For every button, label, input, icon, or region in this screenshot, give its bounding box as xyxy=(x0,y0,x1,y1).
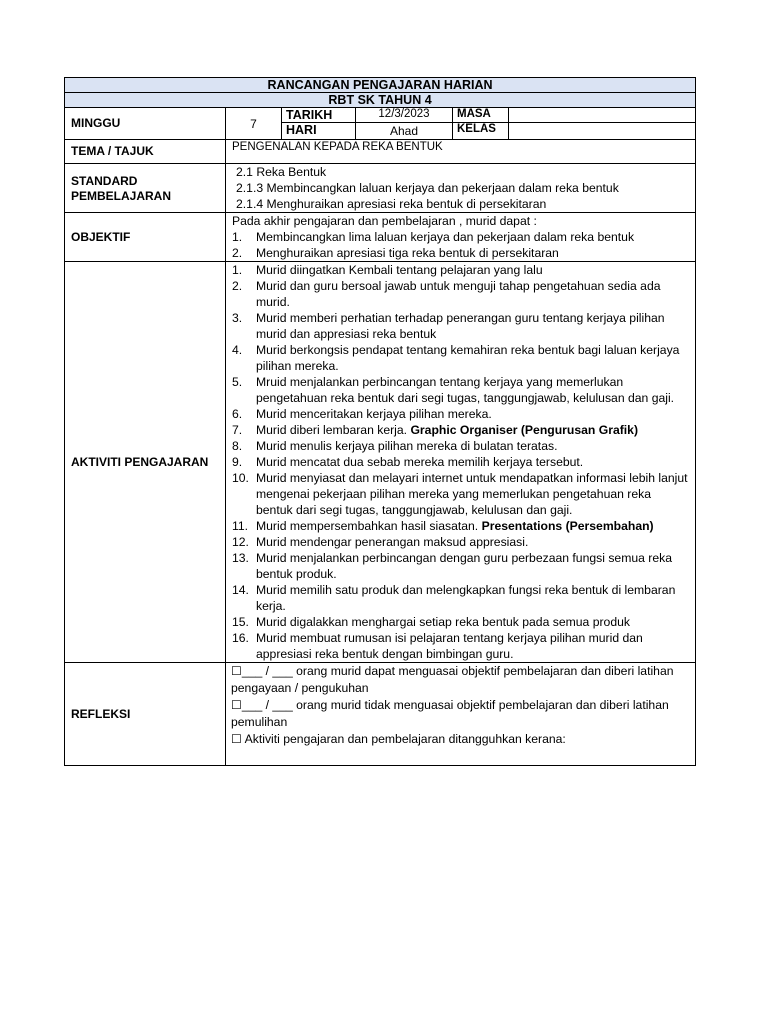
list-item: 9. Murid mencatat dua sebab mereka memilih kerjaya tersebut. xyxy=(232,455,584,469)
standard-label: STANDARD PEMBELAJARAN xyxy=(65,164,226,213)
list-item: 5. Mruid menjalankan perbincangan tentang kerjaya yang memerlukan pengetahuan reka bentuk dari segi tugas, tanggungjawab, kelulusan dan gaji. xyxy=(232,375,675,405)
lesson-plan-table xyxy=(64,77,696,766)
list-item: 14. Murid memilih satu produk dan melengkapkan fungsi reka bentuk di lembaran kerja. xyxy=(232,583,676,613)
standard-content xyxy=(226,164,696,213)
refleksi-item: ☐___ / ___ orang murid dapat menguasai objektif pembelajaran dan diberi latihan pengayaan / pengukuhan xyxy=(231,664,674,695)
refleksi-item: ☐ Aktiviti pengajaran dan pembelajaran ditangguhkan kerana: xyxy=(231,732,566,746)
aktiviti-label: AKTIVITI PENGAJARAN xyxy=(65,262,226,663)
masa-value xyxy=(509,108,696,123)
list-item: 11. Murid mempersembahkan hasil siasatan. Presentations (Persembahan) xyxy=(232,519,654,533)
objektif-list xyxy=(232,229,690,261)
list-item: 16. Murid membuat rumusan isi pelajaran tentang kerjaya pilihan murid dan appresiasi reka bentuk dengan bimbingan guru. xyxy=(232,631,643,661)
list-item: 3. Murid memberi perhatian terhadap penerangan guru tentang kerjaya pilihan murid dan appresiasi reka bentuk xyxy=(232,311,665,341)
objektif-label: OBJEKTIF xyxy=(65,213,226,262)
list-item: 2. Murid dan guru bersoal jawab untuk menguji tahap pengetahuan sedia ada murid. xyxy=(232,279,661,309)
masa-label: MASA xyxy=(453,108,509,123)
list-item: 1. Murid diingatkan Kembali tentang pelajaran yang lalu xyxy=(232,263,543,277)
tema-label: TEMA / TAJUK xyxy=(65,140,226,164)
hari-label: HARI xyxy=(282,123,356,140)
list-item: 6. Murid menceritakan kerjaya pilihan mereka. xyxy=(232,407,492,421)
list-item: 13. Murid menjalankan perbincangan dengan guru perbezaan fungsi semua reka bentuk produk. xyxy=(232,551,673,581)
refleksi-item: ☐___ / ___ orang murid tidak menguasai objektif pembelajaran dan diberi latihan pemulihan xyxy=(231,698,669,729)
kelas-value xyxy=(509,123,696,140)
tema-value: PENGENALAN KEPADA REKA BENTUK xyxy=(226,140,696,164)
objektif-content xyxy=(226,213,696,262)
kelas-label: KELAS xyxy=(453,123,509,140)
refleksi-label: REFLEKSI xyxy=(65,663,226,766)
hari-value: Ahad xyxy=(356,123,453,140)
tarikh-label: TARIKH xyxy=(282,108,356,123)
list-item: 12. Murid mendengar penerangan maksud appresiasi. xyxy=(232,535,529,549)
plan-title: RANCANGAN PENGAJARAN HARIAN xyxy=(65,78,696,93)
standard-item: 2.1 Reka Bentuk xyxy=(236,165,327,179)
list-item: 15. Murid digalakkan menghargai setiap reka bentuk pada semua produk xyxy=(232,615,630,629)
list-item: 1. Membincangkan lima laluan kerjaya dan pekerjaan dalam reka bentuk xyxy=(232,230,635,244)
standard-item: 2.1.4 Menghuraikan apresiasi reka bentuk di persekitaran xyxy=(236,197,547,211)
plan-subtitle: RBT SK TAHUN 4 xyxy=(65,93,696,108)
minggu-label: MINGGU xyxy=(65,108,226,140)
refleksi-content xyxy=(226,663,696,766)
standard-item: 2.1.3 Membincangkan laluan kerjaya dan pekerjaan dalam reka bentuk xyxy=(236,181,619,195)
list-item: 8. Murid menulis kerjaya pilihan mereka di bulatan teratas. xyxy=(232,439,558,453)
list-item: 7. Murid diberi lembaran kerja. Graphic Organiser (Pengurusan Grafik) xyxy=(232,423,639,437)
list-item: 4. Murid berkongsis pendapat tentang kemahiran reka bentuk bagi laluan kerjaya pilihan mereka. xyxy=(232,343,680,373)
aktiviti-content xyxy=(226,262,696,663)
aktiviti-list xyxy=(232,262,690,662)
list-item: 10. Murid menyiasat dan melayari internet untuk mendapatkan informasi lebih lanjut mengenai pekerjaan pilihan mereka yang memerlukan pengetahuan reka bentuk dari segi tugas, tanggungjawab, kelulusan dan gaji. xyxy=(232,471,688,517)
list-item: 2. Menghuraikan apresiasi tiga reka bentuk di persekitaran xyxy=(232,246,559,260)
objektif-intro: Pada akhir pengajaran dan pembelajaran , murid dapat : xyxy=(232,214,537,228)
minggu-value: 7 xyxy=(226,108,282,140)
tarikh-value: 12/3/2023 xyxy=(356,108,453,123)
